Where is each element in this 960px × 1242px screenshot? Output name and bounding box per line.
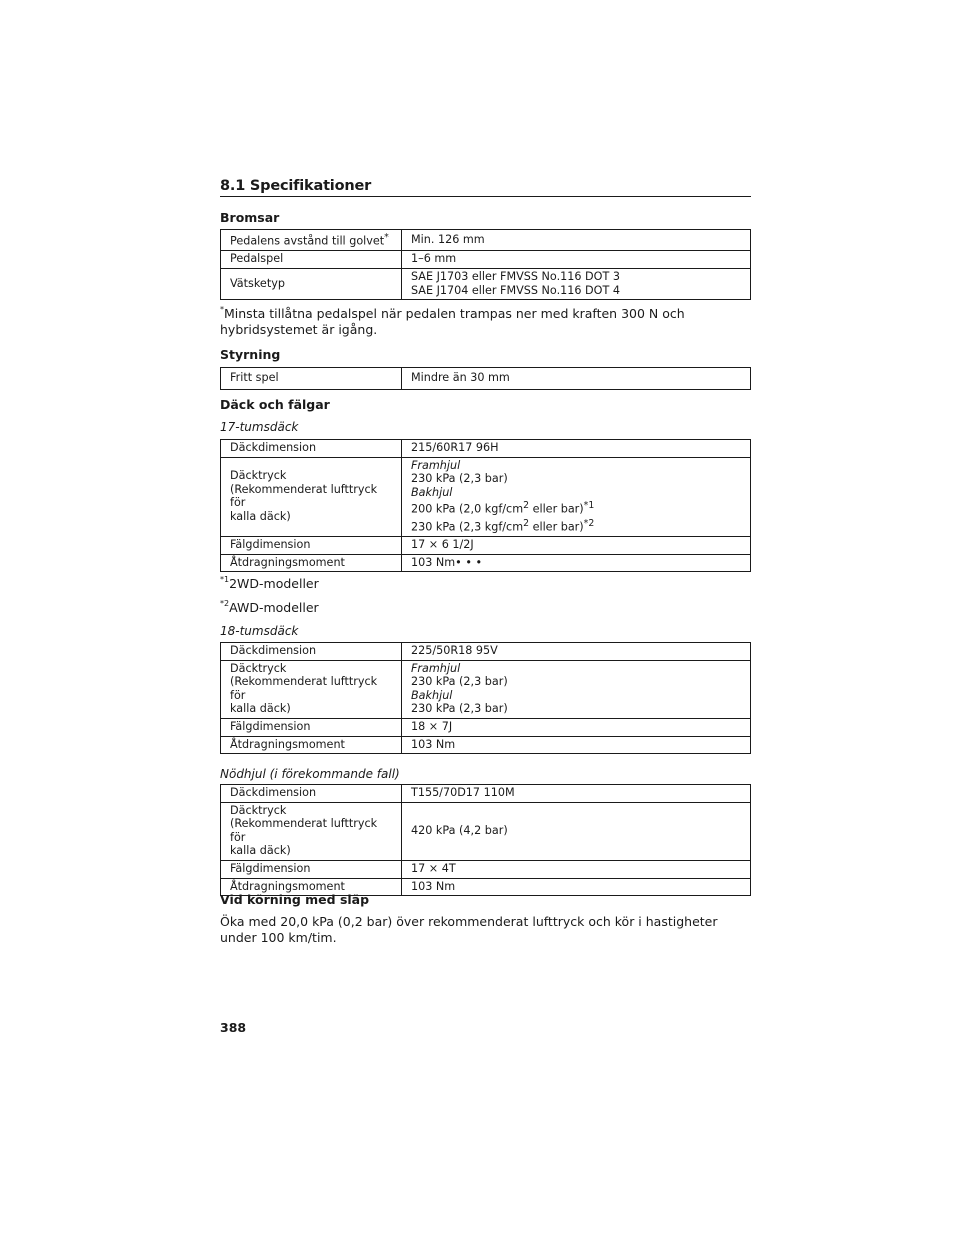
- table-cell: Fritt spel: [221, 368, 402, 390]
- table-row: [221, 368, 751, 390]
- table-cell: Framhjul 230 kPa (2,3 bar) Bakhjul 200 kPa (2,0 kgf/$cm^2$ eller bar)$^{*1}$ 230 kPa (2,3 kgf/$cm^2$ eller bar)$^{*2}$: [402, 457, 751, 536]
- table-cell: Fälgdimension: [221, 860, 402, 878]
- steering-heading: Styrning: [220, 347, 281, 362]
- table-cell: Däcktryck (Rekommenderat lufttryck för kalla däck): [221, 802, 402, 860]
- table-cell: Pedalspel: [221, 251, 402, 269]
- table-cell: 225/50R18 95V: [402, 643, 751, 661]
- table-row: [221, 268, 751, 299]
- table-row: [221, 457, 751, 536]
- tires-17-table: [220, 439, 751, 572]
- tires-18-table: [220, 642, 751, 754]
- page-number: 388: [220, 1020, 247, 1035]
- table-cell: 103 Nm: [402, 736, 751, 754]
- table-row: [221, 736, 751, 754]
- brakes-table: [220, 229, 751, 300]
- table-cell: 1–6 mm: [402, 251, 751, 269]
- table-row: [221, 643, 751, 661]
- tires-heading: Däck och fälgar: [220, 397, 330, 412]
- table-row: [221, 660, 751, 718]
- table-row: [221, 785, 751, 803]
- table-cell: 17 × 6 1/2J: [402, 537, 751, 555]
- table-row: [221, 802, 751, 860]
- table-cell: Däckdimension: [221, 785, 402, 803]
- table-cell: Pedalens avstånd till golvet*: [221, 230, 402, 251]
- table-cell: Däcktryck (Rekommenderat lufttryck för kalla däck): [221, 660, 402, 718]
- t17-subheading: 17-tumsdäck: [220, 420, 299, 434]
- t18-subheading: 18-tumsdäck: [220, 624, 299, 638]
- table-cell: 17 × 4T: [402, 860, 751, 878]
- table-cell: SAE J1703 eller FMVSS No.116 DOT 3 SAE J1704 eller FMVSS No.116 DOT 4: [402, 268, 751, 299]
- table-cell: Däckdimension: [221, 440, 402, 458]
- table-cell: Framhjul 230 kPa (2,3 bar) Bakhjul 230 kPa (2,3 bar): [402, 660, 751, 718]
- brakes-footnote: *Minsta tillåtna pedalspel när pedalen trampas ner med kraften 300 N och hybridsystemet är igång.: [220, 305, 685, 337]
- spare-subheading: Nödhjul (i förekommande fall): [220, 767, 400, 781]
- table-cell: Däckdimension: [221, 643, 402, 661]
- t17-footnote-1: $^{*1}$2WD-modeller: [220, 575, 319, 591]
- t17-footnote-2: $^{*2}$AWD-modeller: [220, 599, 319, 615]
- table-row: [221, 537, 751, 555]
- table-row: [221, 554, 751, 572]
- table-cell: 18 × 7J: [402, 718, 751, 736]
- table-row: [221, 251, 751, 269]
- table-cell: 103 Nm: [402, 878, 751, 896]
- table-cell: Åtdragningsmoment: [221, 554, 402, 572]
- towing-heading: Vid körning med släp: [220, 892, 370, 907]
- table-cell: Åtdragningsmoment: [221, 736, 402, 754]
- table-cell: 103 Nm• • •: [402, 554, 751, 572]
- brakes-heading: Bromsar: [220, 210, 280, 225]
- table-row: [221, 440, 751, 458]
- table-cell: Fälgdimension: [221, 537, 402, 555]
- table-cell: Däcktryck (Rekommenderat lufttryck för kalla däck): [221, 457, 402, 536]
- table-cell: Min. 126 mm: [402, 230, 751, 251]
- table-row: [221, 860, 751, 878]
- table-cell: Vätsketyp: [221, 268, 402, 299]
- steering-table: [220, 367, 751, 390]
- table-cell: Mindre än 30 mm: [402, 368, 751, 390]
- table-cell: Åtdragningsmoment: [221, 878, 402, 896]
- table-row: [221, 230, 751, 251]
- towing-text: Öka med 20,0 kPa (0,2 bar) över rekommenderat lufttryck och kör i hastigheter under 100 km/tim.: [220, 914, 718, 945]
- spare-table: [220, 784, 751, 896]
- table-cell: Fälgdimension: [221, 718, 402, 736]
- table-cell: 420 kPa (4,2 bar): [402, 802, 751, 860]
- section-title: 8.1 Specifikationer: [220, 178, 751, 197]
- table-cell: 215/60R17 96H: [402, 440, 751, 458]
- table-row: [221, 718, 751, 736]
- table-cell: T155/70D17 110M: [402, 785, 751, 803]
